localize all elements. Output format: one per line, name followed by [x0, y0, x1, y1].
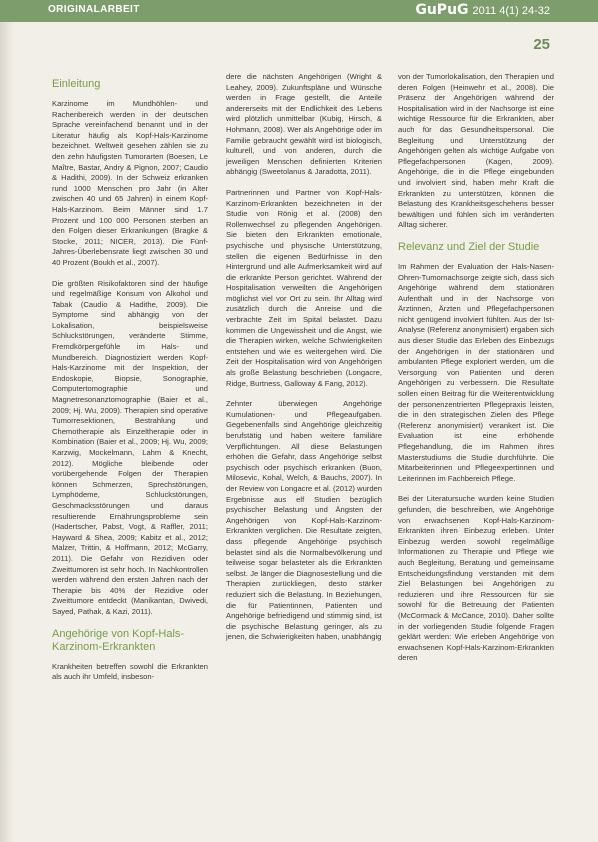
heading-einleitung: Einleitung: [52, 78, 101, 90]
paragraph: Die größten Risikofaktoren sind der häufige und regelmäßige Konsum von Alkohol und Tabak (Caudio & Hadithe, 2009). Die Symptome sind abhängig von der Lokalisation, beispielsweise Schluckstörungen, veränderte Stimme, Fremdkörpergefühle im Hals- und Mundbereich. Diagnostiziert werden Kopf-Hals-Karzinome mit der Inspektion, der Endoskopie, Biopsie, Sonographie, Computertomographie und Magnetresonanztomographie (Baier et al., 2009; Hj. Wu, 2009). Therapien sind operative Tumorresektionen, Bestrahlung und Chemotherapie als Einzeltherapie oder in Kombination (Baier et al., 2009; Hj. Wu, 2009; Karzwig, Mockelmann, Lahm & Knecht, 2012). Mögliche bleibende oder vorübergehende Folgen der Therapien können Schmerzen, Sprechstörungen, Lymphödeme, Schluckstörungen, Geschmacksstörungen und daraus resultierende Ernährungsprobleme sein (Hadertscher, Pabst, Vogt, & Raffler, 2011; Hayward & Shea, 2009; Kabitz et al., 2012; Malzer, Trittin, & Hoffmann, 2012; McGarry, 2011). Die Gefahr von Rezidiven oder Zweittumoren ist sehr hoch. In Nachkontrollen werden während den ersten Jahren nach der Therapie bis 40% der Rezidive oder Zweittumore entdeckt (Manikantan, Dwivedi, Sayed, Pathak, & Kazi, 2011).: [52, 278, 208, 616]
text-column-left: [52, 78, 208, 693]
paragraph: Krankheiten betreffen sowohl die Erkrankten als auch ihr Umfeld, insbeson-: [52, 661, 208, 682]
paragraph: Karzinome im Mundhöhlen- und Rachenbereich werden in der deutschen Sprache vereinfachend benannt und in der Literatur häufig als Kopf-Hals-Karzinome bezeichnet. Weltweit gesehen zählen sie zu den zehn häufigsten Tumorarten (Boesen, Le Maître, Bastar, Andry & Pignon, 2007; Caudio & Hadithi, 2009). In der Schweiz erkranken rund 1000 Menschen pro Jahr (in Alter zwischen 40 und 65 Jahren) in einem Kopf-Hals-Karzinom. Beim Männer sind 1.7 Prozent und 100 000 Personen sterben an den Folgen dieser Erkrankungen (Bragke & Stocke, 2011; NICER, 2013). Die Fünf-Jahres-Überlebensrate liegt zwischen 30 und 40 Prozent (Boukh et al., 2007).: [52, 99, 208, 267]
page-binding-shadow: [0, 22, 14, 842]
heading-angehoerige: Angehörige von Kopf-Hals-Karzinom-Erkrankten: [52, 627, 185, 653]
header-bar: [0, 0, 598, 22]
journal-issue: 2011 4(1) 24-32: [472, 5, 550, 17]
journal-block: [415, 2, 550, 20]
text-column-middle: [226, 72, 382, 653]
paragraph: Zehnter überwiegen Angehörige Kumulationen- und Pflegeaufgaben. Gegebenenfalls sind Angehörige gleichzeitig berufstätig und haben weitere familiäre Verpflichtungen. All diese Belastungen erhöhen die Gefahr, dass Angehörige selbst psychisch oder psychisch erkranken (Buon, Milosevic, Kohal, Welch, & Bauchs, 2007). In der Review von Longacre et al. (2012) wurden Ergebnisse aus elf Studien bezüglich psychischer Belastung und Ängsten der Angehörigen von Kopf-Hals-Karzinom-Erkrankten verglichen. Die Resultate zeigten, dass pflegende Angehörige psychisch belastet sind als die Normalbevölkerung und teilweise sogar belasteter als die Erkrankten selbst. Je länger die Diagnosestellung und die Therapien zurückliegen, desto stärker reduziert sich die Belastung. In Beziehungen, die für Patientinnen, Patienten und Angehörige befriedigend und stimmig sind, ist die psychische Belastung geringer, als zu jenen, die Schwierigkeiten haben, unabhängig: [226, 399, 382, 642]
paragraph: dere die nächsten Angehörigen (Wright & Leahey, 2009). Zukunftspläne und Wünsche werden in Frage gestellt, die Anteile andererseits mit der Endlichkeit des Lebens wird plötzlich unmittelbar (Kubig, Hirsch, & Hohmann, 2008). Wer als Angehörige oder im Familie gebraucht gewählt wird ist biologisch, kulturell, und von anderen, durch die jeweiligen Menschen definierten Kriterien abhängig (Sweetolanus & Jaradotta, 2011).: [226, 72, 382, 177]
paragraph: Im Rahmen der Evaluation der Hals-Nasen-Ohren-Tumornachsorge zeigte sich, dass sich Angehörige während dem stationären Aufenthalt und in der Nachsorge von Ärztinnen, Ärzten und Pflegefachpersonen nicht genügend involviert fühlten. Aus der Ist-Analyse (Referenz anonymisiert) ergaben sich aus dieser Studie das Erleben des Einbezugs der Angehörigen in der stationären und ambulanten Pflege exploriert werden, um die Versorgung von Patienten und deren Angehörigen zu verbessern. Die Resultate sollen einen Beitrag für die Weiterentwicklung der personenzentrierten Pflegepraxis leisten, die in den strategischen Zielen des Pflege (Referenz anonymisiert) verankert ist. Die Evaluation ist eine erhöhende Pflegehandlung, die im Rahmen ihres Masterstudiums die Studie durchführte. Die Mitarbeiterinnen und Pflegeexpertinnen und Leiterinnen im Fachbereich Pflege.: [398, 261, 554, 483]
paragraph: Partnerinnen und Partner von Kopf-Hals-Karzinom-Erkrankten bezeichneten in der Studie von Rönig et al. (2008) den Rollenwechsel zu pflegenden Angehörigen. Sie bieten den Erkrankten emotionale, psychische und physische Unterstützung, stellen die eigenen Bedürfnisse in den Hintergrund und alle Aufmerksamkeit wird auf die erkrankte Person gerichtet. Während der Hospitalisation verweilten die Angehörigen möglichst viel vor Ort zu sein. Ihr Alltag wird zusätzlich durch die Anreise und die verbrachte Zeit im Spital belastet. Dazu kommen die Ungewissheit und die Angst, wie die Therapien wirken, welche Schwierigkeiten entstehen und wie es weitergehen wird. Die Zeit der Hospitalisation wird von Angehörigen als große Belastung beschrieben (Longacre, Ridge, Burtness, Galloway & Fang, 2012).: [226, 187, 382, 388]
journal-name: GuPuG: [415, 2, 469, 18]
paragraph: von der Tumorlokalisation, den Therapien und deren Folgen (Heinwehr et al., 2008). Die Präsenz der Angehörigen während der Hospitalisation wird in der Nachsorge ist eine wichtige Ressource für die Erkrankten, aber auch für das Gesundheitspersonal. Die Begleitung und Unterstützung der Angehörigen gelten als wichtige Aufgabe von Pflegefachpersonen (Kagen, 2009). Angehörige, die in die Pflege eingebunden und involviert sind, haben mehr Kraft die Erkrankten zu unterstützen, können die Belastung des Krankheitsgeschehens besser bewältigen und fühlen sich im veränderten Alltag sicherer.: [398, 72, 554, 230]
page-number: 25: [533, 36, 550, 53]
text-column-right: [398, 72, 554, 674]
section-label: ORIGINALARBEIT: [48, 4, 140, 15]
heading-relevanz: Relevanz und Ziel der Studie: [398, 240, 540, 253]
paragraph: Bei der Literatursuche wurden keine Studien gefunden, die beschreiben, wie Angehörige von erwachsenen Kopf-Hals-Karzinom-Erkrankten ihren Einbezug erleben. Unter Einbezug werden sowohl regelmäßige Informationen zu Therapie und Pflege wie auch Begleitung, Beratung und gemeinsame Entscheidungsfindung verstanden mit dem Ziel Belastungen bei Angehörigen zu reduzieren und ihre Ressourcen für sie sowohl für die Betreuung der Patienten (McCormack & McCance, 2010). Daher sollte in der vorliegenden Studie folgende Fragen geklärt werden: Wie erleben Angehörige von erwachsenen Kopf-Hals-Karzinom-Erkrankten deren: [398, 494, 554, 663]
